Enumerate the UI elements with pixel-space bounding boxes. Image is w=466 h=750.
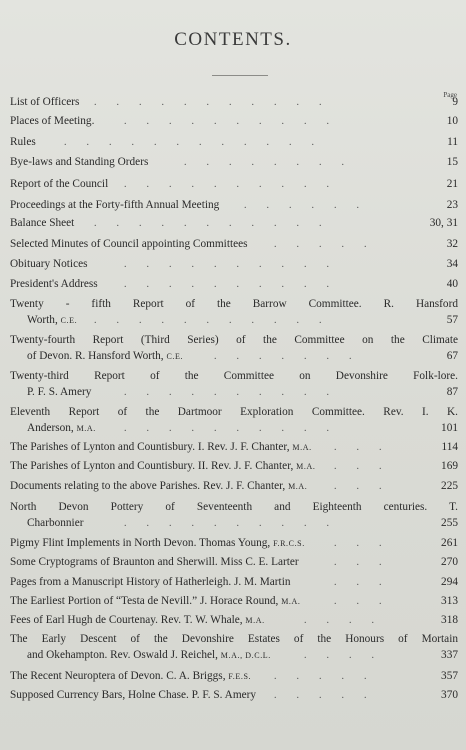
page-number: 225 (441, 480, 458, 492)
page-number: 255 (441, 516, 458, 529)
page-column-heading: Page (443, 91, 457, 99)
title-rule (212, 75, 268, 76)
dot-leader: .......... (124, 517, 349, 529)
dot-leader: ...... (244, 200, 379, 211)
entry-text: Eleventh Report of the Dartmoor Exploration Committee. Rev. I. K. (10, 406, 458, 418)
dot-leader: ... (334, 538, 402, 549)
dot-leader: ... (334, 442, 402, 453)
dot-leader: ... (334, 461, 402, 472)
dot-leader: ........ (184, 157, 364, 168)
toc-entry (10, 459, 458, 475)
entry-degree: M.A. (76, 423, 96, 433)
entry-text: Bye-laws and Standing Orders (10, 156, 149, 168)
entry-degree: C.E. (166, 351, 184, 361)
page-number: 40 (446, 278, 458, 290)
toc-entry (10, 257, 458, 273)
toc-entry (10, 369, 458, 400)
entry-degree: M.A. (292, 443, 312, 452)
toc-entry (10, 277, 458, 293)
toc-entry (10, 216, 458, 232)
page-number: 67 (446, 349, 458, 362)
entry-text: The Early Descent of the Devonshire Estates of the Honours of Mortain (10, 633, 458, 645)
entry-line (10, 155, 458, 171)
page-number: 15 (446, 156, 458, 168)
toc-entry (10, 440, 458, 456)
toc-entry (10, 177, 458, 193)
entry-text: Obituary Notices (10, 258, 88, 270)
toc-entry (10, 688, 458, 704)
entry-line (10, 198, 458, 214)
entry-line (10, 297, 458, 313)
entry-text: North Devon Pottery of Seventeenth and Eighteenth centuries. T. (10, 501, 458, 513)
toc-entry (10, 297, 458, 328)
page-number: 313 (441, 595, 458, 607)
entry-line (10, 277, 458, 293)
page-number: 23 (446, 199, 458, 211)
dot-leader: ... (334, 557, 402, 568)
dot-leader: ..... (274, 690, 387, 701)
dot-leader: ... (334, 596, 402, 607)
entry-text: The Parishes of Lynton and Countisbury. I. Rev. J. F. Chanter, (10, 441, 290, 453)
page-title: CONTENTS. (174, 29, 292, 50)
entry-degree: F.E.S. (228, 672, 252, 681)
entry-text-continued: Worth, (27, 313, 58, 326)
entry-line (10, 575, 458, 591)
toc-entry (10, 155, 458, 171)
dot-leader: ....... (214, 350, 372, 362)
entry-line-continued (10, 648, 458, 664)
entry-text: Some Cryptograms of Braunton and Sherwill. Miss C. E. Larter (10, 556, 299, 568)
page-number: 10 (446, 115, 458, 127)
entry-line (10, 369, 458, 385)
dot-leader: ... (334, 577, 402, 588)
page-number: 30, 31 (429, 217, 458, 229)
toc-entry (10, 114, 458, 130)
dot-leader: ... (334, 481, 402, 492)
dot-leader: ..... (274, 671, 387, 682)
page-number: 57 (446, 313, 458, 326)
page-number: 101 (441, 421, 458, 434)
entry-line (10, 459, 458, 475)
entry-text: Places of Meeting. (10, 115, 95, 127)
dot-leader: .......... (124, 279, 349, 290)
entry-line-continued (10, 421, 458, 437)
entry-line (10, 594, 458, 610)
dot-leader: ............ (64, 137, 334, 148)
dot-leader: .......... (124, 179, 349, 190)
entry-text: Report of the Council (10, 178, 109, 190)
entry-line (10, 555, 458, 571)
entry-text: Fees of Earl Hugh de Courtenay. Rev. T. W. Whale, (10, 614, 243, 626)
entry-text: Twenty-fourth Report (Third Series) of the Committee on the Climate (10, 334, 458, 346)
entry-text-continued: Anderson, (27, 421, 74, 434)
entry-degree: M.A. (281, 597, 301, 606)
dot-leader: .......... (124, 386, 349, 398)
entry-text: List of Officers (10, 96, 80, 108)
entry-degree: C.E. (60, 315, 78, 325)
entry-text: Balance Sheet (10, 217, 75, 229)
entry-text: Rules (10, 136, 36, 148)
entry-text: The Earliest Portion of “Testa de Nevill.” J. Horace Round, (10, 595, 279, 607)
toc-entry (10, 632, 458, 663)
entry-text: Twenty - fifth Report of the Barrow Committee. R. Hansford (10, 298, 458, 310)
toc-entry (10, 536, 458, 552)
dot-leader: .... (304, 649, 394, 661)
toc-entry (10, 575, 458, 591)
toc-entry (10, 669, 458, 685)
page-number: 11 (447, 136, 458, 148)
entry-line-continued (10, 516, 458, 532)
toc-entry (10, 135, 458, 151)
entry-text: Twenty-third Report of the Committee on Devonshire Folk-lore. (10, 370, 458, 382)
entry-line (10, 216, 458, 232)
entry-line (10, 237, 458, 253)
entry-line (10, 479, 458, 495)
entry-text: The Parishes of Lynton and Countisbury. II. Rev. J. F. Chanter, (10, 460, 294, 472)
page-number: 294 (441, 576, 458, 588)
toc-entry (10, 95, 458, 111)
entry-line (10, 177, 458, 193)
entry-line (10, 114, 458, 130)
dot-leader: ........... (94, 314, 342, 326)
entry-degree: M.A. (288, 482, 308, 491)
page-number: 337 (441, 648, 458, 661)
page-number: 270 (441, 556, 458, 568)
entry-line (10, 669, 458, 685)
entry-text: Documents relating to the above Parishes. Rev. J. F. Chanter, (10, 480, 286, 492)
entry-text: Selected Minutes of Council appointing Committees (10, 238, 248, 250)
dot-leader: ..... (274, 239, 387, 250)
page-number: 21 (446, 178, 458, 190)
dot-leader: ........... (94, 97, 342, 108)
entry-line (10, 613, 458, 629)
entry-text: Pigmy Flint Implements in North Devon. Thomas Young, (10, 537, 271, 549)
page-number: 370 (441, 689, 458, 701)
toc-entry (10, 198, 458, 214)
dot-leader: ........... (94, 218, 342, 229)
toc-entry (10, 333, 458, 364)
page-number: 87 (446, 385, 458, 398)
entry-text: Proceedings at the Forty-fifth Annual Meeting (10, 199, 220, 211)
entry-text-continued: Charbonnier (27, 516, 84, 529)
page-number: 32 (446, 238, 458, 250)
entry-text-continued: and Okehampton. Rev. Oswald J. Reichel, (27, 648, 218, 661)
page-number: 169 (441, 460, 458, 472)
entry-text: Pages from a Manuscript History of Hatherleigh. J. M. Martin (10, 576, 291, 588)
toc-entry (10, 500, 458, 531)
entry-line (10, 632, 458, 648)
entry-line (10, 405, 458, 421)
page-number: 34 (446, 258, 458, 270)
entry-text: Supposed Currency Bars, Holne Chase. P. F. S. Amery (10, 689, 257, 701)
toc-entry (10, 555, 458, 571)
page-number: 357 (441, 670, 458, 682)
toc-entry (10, 237, 458, 253)
entry-line (10, 135, 458, 151)
toc-entry (10, 479, 458, 495)
toc-entry (10, 594, 458, 610)
entry-text: The Recent Neuroptera of Devon. C. A. Briggs, (10, 670, 226, 682)
dot-leader: .... (304, 615, 394, 626)
toc-entry (10, 405, 458, 436)
entry-line (10, 333, 458, 349)
entry-line-continued (10, 385, 458, 401)
entry-line-continued (10, 313, 458, 329)
entry-line (10, 440, 458, 456)
entry-line (10, 688, 458, 704)
entry-line (10, 536, 458, 552)
dot-leader: .......... (124, 116, 349, 127)
entry-text-continued: P. F. S. Amery (27, 385, 92, 398)
entry-degree: M.A. (296, 462, 316, 471)
page-number: 114 (441, 441, 458, 453)
page-number: 318 (441, 614, 458, 626)
entry-degree: M.A. (245, 616, 265, 625)
toc-entry (10, 613, 458, 629)
entry-degree: M.A., D.C.L. (220, 650, 271, 660)
entry-degree: F.R.C.S. (273, 539, 305, 548)
entry-line (10, 95, 458, 111)
entry-line (10, 257, 458, 273)
entry-line-continued (10, 349, 458, 365)
entry-line (10, 500, 458, 516)
entry-text-continued: of Devon. R. Hansford Worth, (27, 349, 164, 362)
entry-text: President's Address (10, 278, 98, 290)
page-number: 9 (452, 96, 458, 108)
dot-leader: .......... (124, 422, 349, 434)
page-number: 261 (441, 537, 458, 549)
dot-leader: .......... (124, 259, 349, 270)
